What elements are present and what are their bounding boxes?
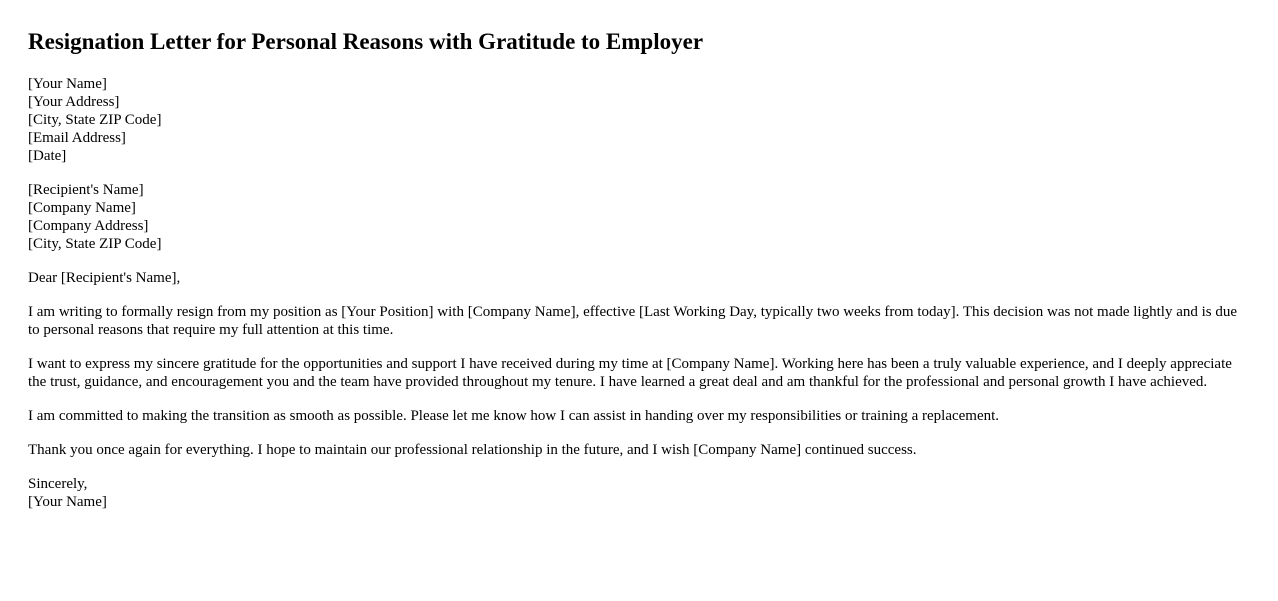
- recipient-name: [Recipient's Name]: [28, 182, 144, 198]
- recipient-address-block: [28, 181, 1250, 253]
- recipient-company-address: [Company Address]: [28, 218, 149, 234]
- salutation: Dear [Recipient's Name],: [28, 270, 181, 286]
- sender-name: [Your Name]: [28, 76, 107, 92]
- body-paragraph: I am committed to making the transition as smooth as possible. Please let me know how I can assist in handing over my responsibilities or training a replacement.: [28, 408, 1000, 424]
- sender-email: [Email Address]: [28, 130, 126, 146]
- sender-address: [Your Address]: [28, 94, 120, 110]
- recipient-city-state-zip: [City, State ZIP Code]: [28, 236, 162, 252]
- signature-name: [Your Name]: [28, 494, 107, 510]
- body-paragraph: I want to express my sincere gratitude for the opportunities and support I have received during my time at [Company Name]. Working here has been a truly valuable experience, and I deeply appreciate the trust, guidance, and encouragement you and the team have provided throughout my tenure. I have learned a great deal and am thankful for the professional and personal growth I have achieved.: [28, 356, 1232, 390]
- valediction: Sincerely,: [28, 476, 88, 492]
- body-paragraph: Thank you once again for everything. I hope to maintain our professional relationship in the future, and I wish [Company Name] continued success.: [28, 442, 917, 458]
- letter-date: [Date]: [28, 148, 67, 164]
- closing-block: [28, 475, 1250, 511]
- body-paragraph: I am writing to formally resign from my position as [Your Position] with [Company Name], effective [Last Working Day, typically two weeks from today]. This decision was not made lightly and is due to personal reasons that require my full attention at this time.: [28, 304, 1238, 338]
- page-title: Resignation Letter for Personal Reasons with Gratitude to Employer: [28, 29, 704, 54]
- recipient-company-name: [Company Name]: [28, 200, 136, 216]
- sender-address-block: [28, 75, 1250, 165]
- sender-city-state-zip: [City, State ZIP Code]: [28, 112, 162, 128]
